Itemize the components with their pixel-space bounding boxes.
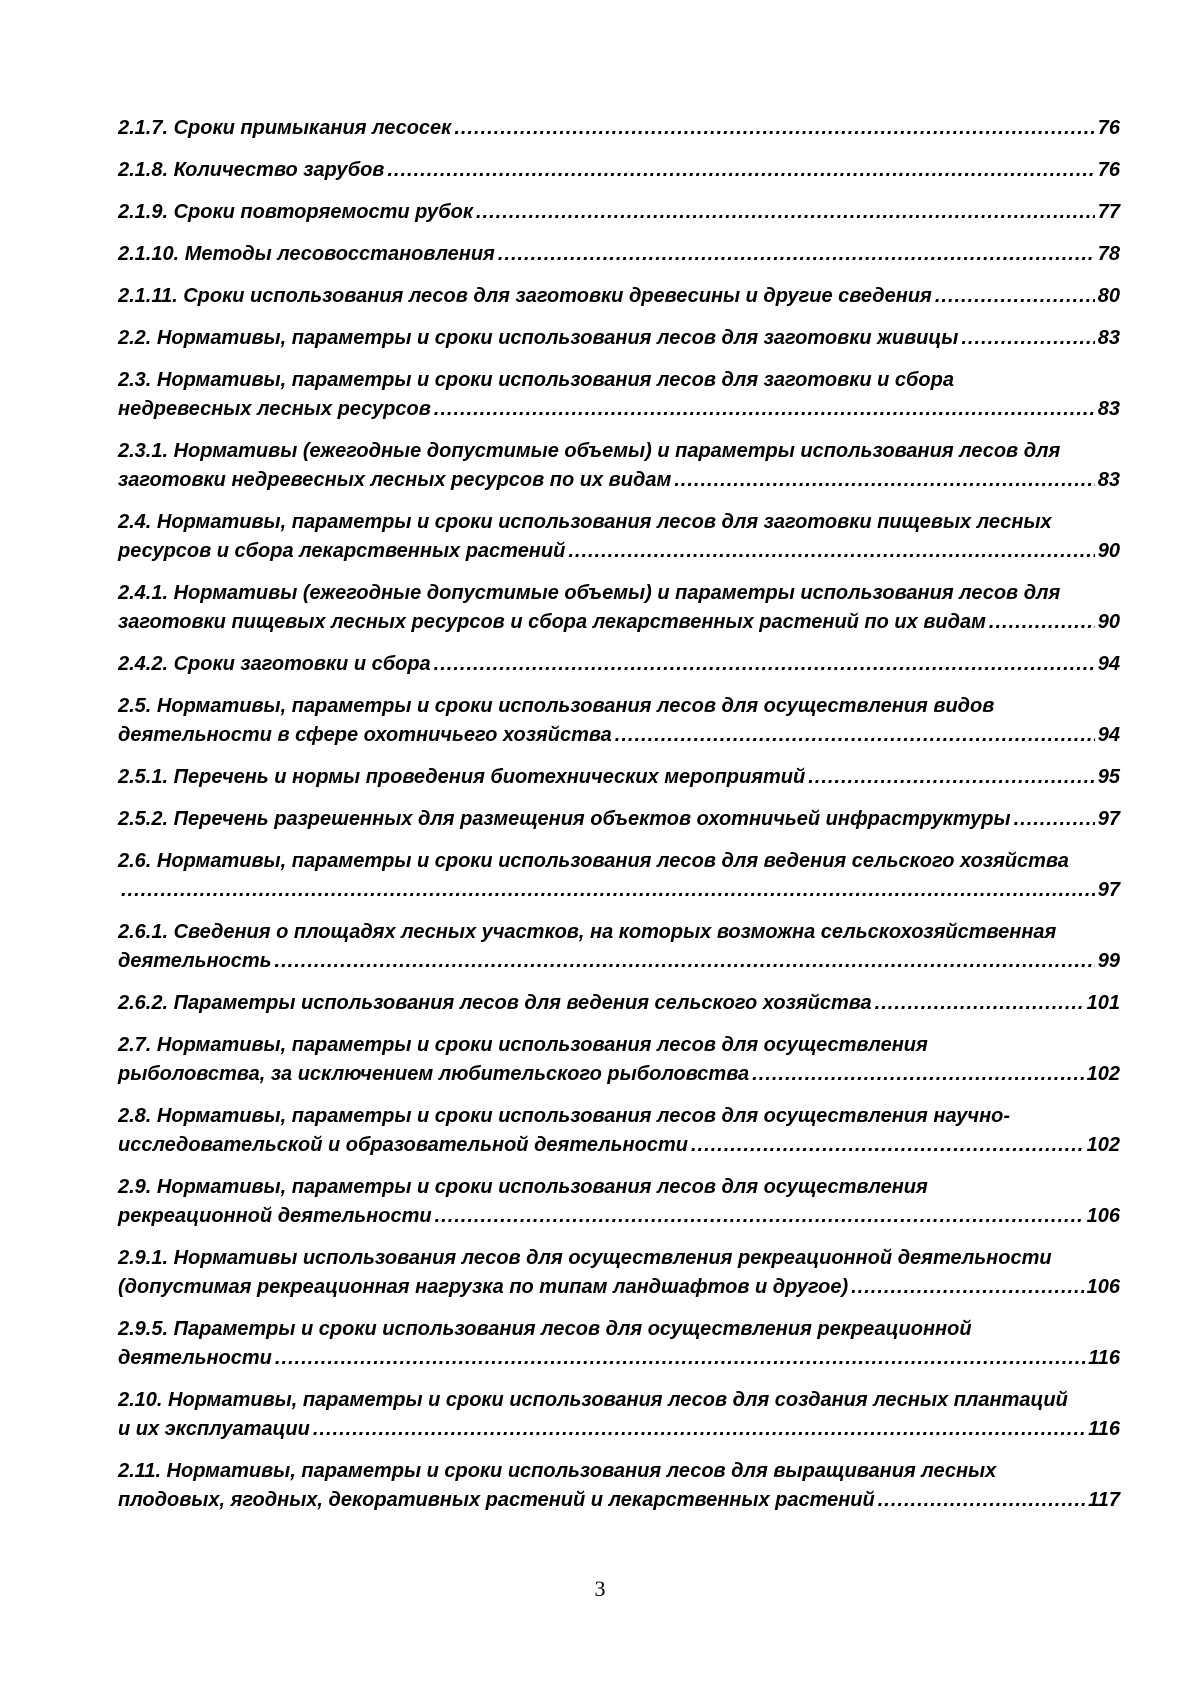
toc-entry-title-line: 2.4.1. Нормативы (ежегодные допустимые объемы) и параметры использования лесов для [118, 582, 1061, 604]
toc-entry-title-text: 2.6.2. Параметры использования лесов для ведения сельского хозяйства [118, 992, 872, 1014]
toc-page-number: 83 [1097, 327, 1120, 349]
toc-entry-title-text: 2.1.11. Сроки использования лесов для заготовки древесины и другие сведения [118, 285, 932, 307]
toc-entry-title-text: 2.2. Нормативы, параметры и сроки использования лесов для заготовки живицы [118, 327, 959, 349]
toc-entry[interactable] [118, 692, 1120, 750]
toc-page-number: 76 [1097, 117, 1120, 139]
dot-leader [275, 947, 1095, 976]
toc-entry[interactable] [118, 156, 1120, 185]
toc-entry-title-line: 2.3. Нормативы, параметры и сроки использования лесов для заготовки и сбора [118, 369, 954, 391]
toc-page-number: 94 [1097, 653, 1120, 675]
toc-entry[interactable] [118, 650, 1120, 679]
toc-entry-title-text: деятельности [118, 1347, 272, 1369]
toc-entry[interactable] [118, 918, 1120, 976]
toc-page-number: 101 [1086, 992, 1120, 1014]
dot-leader [851, 1273, 1084, 1302]
toc-entry-leader-line [118, 1273, 1120, 1302]
toc-entry-title-line: 2.5. Нормативы, параметры и сроки использования лесов для осуществления видов [118, 695, 995, 717]
dot-leader [275, 1344, 1085, 1373]
toc-page-number: 102 [1086, 1063, 1120, 1085]
toc-entry-leader-line [118, 989, 1120, 1018]
toc-entry[interactable] [118, 437, 1120, 495]
toc-entry-title-text: 2.1.10. Методы лесовосстановления [118, 243, 495, 265]
toc-entry-leader-line [118, 1415, 1120, 1444]
toc-entry-leader-line [118, 282, 1120, 311]
toc-entry-title-text: деятельность [118, 950, 272, 972]
toc-page-number: 106 [1086, 1276, 1120, 1298]
toc-page-number: 78 [1097, 243, 1120, 265]
dot-leader [961, 324, 1094, 353]
toc-entry-leader-line [118, 947, 1120, 976]
toc-entry-title-line: 2.6.1. Сведения о площадях лесных участков, на которых возможна сельскохозяйственная [118, 921, 1057, 943]
toc-entry-title-text: 2.5.2. Перечень разрешенных для размещения объектов охотничьей инфраструктуры [118, 808, 1011, 830]
toc-entry-leader-line [118, 876, 1120, 905]
dot-leader [674, 466, 1095, 495]
toc-entry-leader-line [118, 763, 1120, 792]
toc-entry-leader-line [118, 1202, 1120, 1231]
toc-entry-title-line: 2.6. Нормативы, параметры и сроки использования лесов для ведения сельского хозяйства [118, 850, 1069, 872]
dot-leader [1014, 805, 1095, 834]
toc-entry-leader-line [118, 156, 1120, 185]
toc-entry[interactable] [118, 847, 1120, 905]
toc-entry-title-line: 2.3.1. Нормативы (ежегодные допустимые объемы) и параметры использования лесов для [118, 440, 1061, 462]
toc-entry-title-line: 2.9. Нормативы, параметры и сроки использования лесов для осуществления [118, 1176, 928, 1198]
toc-entry-title-text: 2.1.8. Количество зарубов [118, 159, 385, 181]
dot-leader [615, 721, 1095, 750]
dot-leader [878, 1486, 1085, 1515]
toc-page-number: 94 [1097, 724, 1120, 746]
toc-entry-leader-line [118, 114, 1120, 143]
toc-entry[interactable] [118, 198, 1120, 227]
toc-page-number: 116 [1088, 1418, 1120, 1440]
toc-entry-title-text: ресурсов и сбора лекарственных растений [118, 540, 566, 562]
toc-entry-title-line: 2.10. Нормативы, параметры и сроки использования лесов для создания лесных плантаций [118, 1389, 1068, 1411]
toc-entry-leader-line [118, 395, 1120, 424]
toc-page-number: 90 [1097, 540, 1120, 562]
toc-entry[interactable] [118, 366, 1120, 424]
dot-leader [434, 395, 1095, 424]
page-number: 3 [594, 1576, 606, 1601]
dot-leader [989, 608, 1095, 637]
dot-leader [387, 156, 1094, 185]
dot-leader [752, 1060, 1083, 1089]
toc-entry-title-text: и их эксплуатации [118, 1418, 310, 1440]
toc-entry-leader-line [118, 240, 1120, 269]
toc-entry-title-text: исследовательской и образовательной деятельности [118, 1134, 688, 1156]
toc-entry[interactable] [118, 1315, 1120, 1373]
toc-entry[interactable] [118, 989, 1120, 1018]
toc-entry[interactable] [118, 1244, 1120, 1302]
dot-leader [875, 989, 1084, 1018]
dot-leader [454, 114, 1094, 143]
toc-entry-leader-line [118, 608, 1120, 637]
toc-page-number: 95 [1097, 766, 1120, 788]
dot-leader [568, 537, 1094, 566]
dot-leader [121, 876, 1095, 905]
toc-entry-leader-line [118, 1131, 1120, 1160]
toc-entry-title-text: рекреационной деятельности [118, 1205, 432, 1227]
toc-entry-title-text: заготовки пищевых лесных ресурсов и сбора лекарственных растений по их видам [118, 611, 986, 633]
toc-entry[interactable] [118, 763, 1120, 792]
toc-entry-title-text: заготовки недревесных лесных ресурсов по их видам [118, 469, 672, 491]
toc-entry-title-text: 2.1.7. Сроки примыкания лесосек [118, 117, 452, 139]
dot-leader [476, 198, 1095, 227]
toc-entry[interactable] [118, 805, 1120, 834]
toc-page-number: 97 [1097, 879, 1120, 901]
toc-entry-title-text: деятельности в сфере охотничьего хозяйства [118, 724, 612, 746]
dot-leader [498, 240, 1095, 269]
toc-entry-title-line: 2.7. Нормативы, параметры и сроки использования лесов для осуществления [118, 1034, 928, 1056]
dot-leader [808, 763, 1095, 792]
toc-entry[interactable] [118, 579, 1120, 637]
toc-page-number: 77 [1097, 201, 1120, 223]
toc-entry[interactable] [118, 114, 1120, 143]
dot-leader [935, 282, 1095, 311]
toc-entry-title-line: 2.8. Нормативы, параметры и сроки использования лесов для осуществления научно- [118, 1105, 1011, 1127]
toc-entry-leader-line [118, 198, 1120, 227]
toc-page-number: 97 [1097, 808, 1120, 830]
toc-entry-title-line: 2.4. Нормативы, параметры и сроки использования лесов для заготовки пищевых лесных [118, 511, 1052, 533]
toc-entry-leader-line [118, 805, 1120, 834]
toc-entry-title-text: 2.1.9. Сроки повторяемости рубок [118, 201, 473, 223]
toc-entry-title-text: (допустимая рекреационная нагрузка по типам ландшафтов и другое) [118, 1276, 849, 1298]
toc-entry[interactable] [118, 282, 1120, 311]
dot-leader [434, 650, 1095, 679]
toc-entry-title-line: 2.9.1. Нормативы использования лесов для осуществления рекреационной деятельности [118, 1247, 1052, 1269]
toc-entry-title-text: 2.4.2. Сроки заготовки и сбора [118, 653, 431, 675]
toc-entry-title-text: плодовых, ягодных, декоративных растений и лекарственных растений [118, 1489, 875, 1511]
toc-entry[interactable] [118, 508, 1120, 566]
toc-entry-leader-line [118, 324, 1120, 353]
toc-entry-title-text: рыболовства, за исключением любительского рыболовства [118, 1063, 750, 1085]
toc-entry[interactable] [118, 1457, 1120, 1515]
toc-entry[interactable] [118, 1031, 1120, 1089]
toc-page-number: 76 [1097, 159, 1120, 181]
toc-entry-leader-line [118, 1060, 1120, 1089]
toc-entry-leader-line [118, 650, 1120, 679]
toc-page-number: 83 [1097, 398, 1120, 420]
toc-entry-title-line: 2.11. Нормативы, параметры и сроки использования лесов для выращивания лесных [118, 1460, 997, 1482]
toc-entry[interactable] [118, 1386, 1120, 1444]
toc-page-number: 99 [1097, 950, 1120, 972]
toc-entry-leader-line [118, 721, 1120, 750]
toc-entry[interactable] [118, 1102, 1120, 1160]
dot-leader [313, 1415, 1085, 1444]
toc-entry-title-line: 2.9.5. Параметры и сроки использования лесов для осуществления рекреационной [118, 1318, 972, 1340]
toc-entry-title-text: 2.5.1. Перечень и нормы проведения биотехнических мероприятий [118, 766, 806, 788]
toc-page-number: 117 [1088, 1489, 1120, 1511]
dot-leader [435, 1202, 1084, 1231]
toc-page-number: 106 [1086, 1205, 1120, 1227]
toc-entry-leader-line [118, 1486, 1120, 1515]
toc-page-number: 102 [1086, 1134, 1120, 1156]
toc-entry[interactable] [118, 1173, 1120, 1231]
toc-entry[interactable] [118, 324, 1120, 353]
toc-entry-leader-line [118, 537, 1120, 566]
toc-page-number: 116 [1088, 1347, 1120, 1369]
table-of-contents [118, 114, 1120, 1528]
dot-leader [691, 1131, 1084, 1160]
toc-entry-leader-line [118, 466, 1120, 495]
toc-page-number: 80 [1097, 285, 1120, 307]
toc-entry-title-text: недревесных лесных ресурсов [118, 398, 431, 420]
toc-entry[interactable] [118, 240, 1120, 269]
toc-page-number: 90 [1097, 611, 1120, 633]
toc-entry-leader-line [118, 1344, 1120, 1373]
toc-page-number: 83 [1097, 469, 1120, 491]
